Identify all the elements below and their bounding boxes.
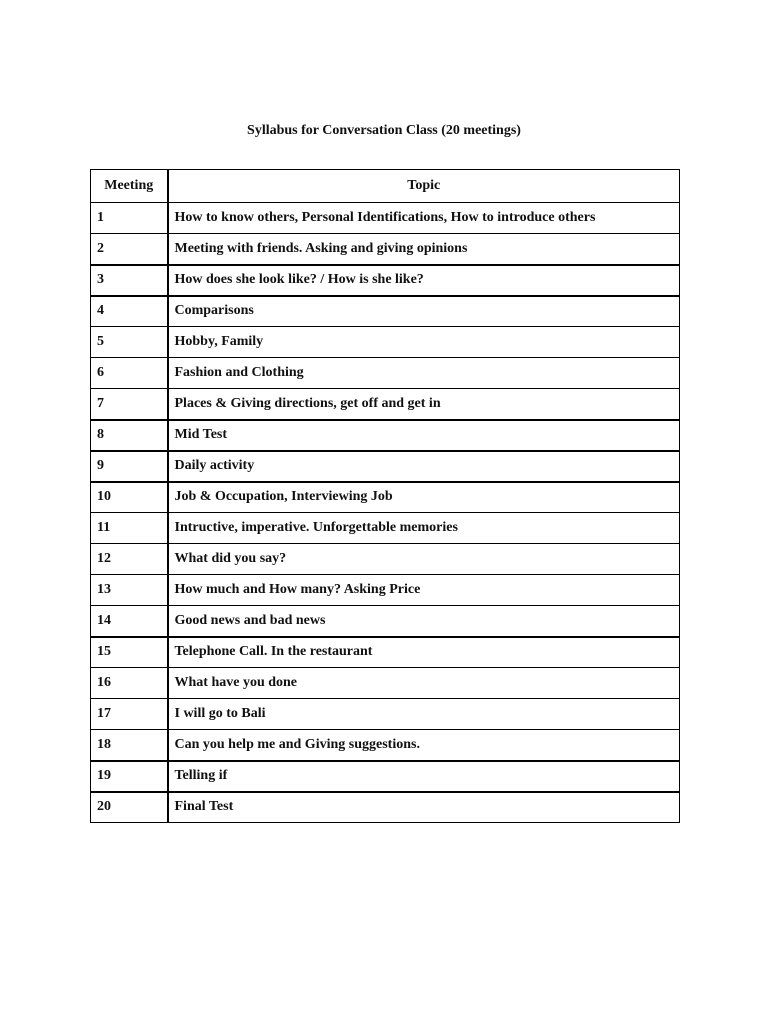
meeting-number: 17 xyxy=(91,699,168,730)
meeting-topic: How much and How many? Asking Price xyxy=(168,575,680,606)
meeting-number: 16 xyxy=(91,668,168,699)
table-row xyxy=(91,575,680,606)
meeting-topic: Job & Occupation, Interviewing Job xyxy=(168,482,680,513)
meeting-topic: Places & Giving directions, get off and get in xyxy=(168,389,680,420)
meeting-topic: Can you help me and Giving suggestions. xyxy=(168,730,680,761)
meeting-topic: Hobby, Family xyxy=(168,327,680,358)
meeting-number: 14 xyxy=(91,606,168,637)
meeting-number: 2 xyxy=(91,234,168,265)
table-row xyxy=(91,668,680,699)
table-row xyxy=(91,358,680,389)
table-row xyxy=(91,203,680,234)
meeting-number: 11 xyxy=(91,513,168,544)
table-row xyxy=(91,420,680,451)
meeting-number: 19 xyxy=(91,761,168,792)
table-row xyxy=(91,761,680,792)
meeting-topic: Mid Test xyxy=(168,420,680,451)
table-row xyxy=(91,544,680,575)
table-row xyxy=(91,482,680,513)
meeting-topic: What have you done xyxy=(168,668,680,699)
meeting-topic: Fashion and Clothing xyxy=(168,358,680,389)
table-row xyxy=(91,265,680,296)
meeting-number: 10 xyxy=(91,482,168,513)
meeting-topic: Final Test xyxy=(168,792,680,823)
meeting-topic: Daily activity xyxy=(168,451,680,482)
table-row xyxy=(91,234,680,265)
meeting-topic: What did you say? xyxy=(168,544,680,575)
table-row xyxy=(91,699,680,730)
meeting-topic: Meeting with friends. Asking and giving opinions xyxy=(168,234,680,265)
meeting-number: 8 xyxy=(91,420,168,451)
meeting-topic: Telephone Call. In the restaurant xyxy=(168,637,680,668)
meeting-topic: Intructive, imperative. Unforgettable memories xyxy=(168,513,680,544)
column-header-meeting: Meeting xyxy=(91,170,168,203)
meeting-topic: Comparisons xyxy=(168,296,680,327)
syllabus-table xyxy=(90,169,680,823)
table-row xyxy=(91,327,680,358)
meeting-number: 1 xyxy=(91,203,168,234)
meeting-number: 13 xyxy=(91,575,168,606)
meeting-number: 18 xyxy=(91,730,168,761)
meeting-number: 5 xyxy=(91,327,168,358)
meeting-topic: How to know others, Personal Identifications, How to introduce others xyxy=(168,203,680,234)
meeting-number: 3 xyxy=(91,265,168,296)
meeting-topic: I will go to Bali xyxy=(168,699,680,730)
table-row xyxy=(91,730,680,761)
table-row xyxy=(91,513,680,544)
meeting-number: 4 xyxy=(91,296,168,327)
meeting-topic: Telling if xyxy=(168,761,680,792)
meeting-number: 20 xyxy=(91,792,168,823)
page-title: Syllabus for Conversation Class (20 meetings) xyxy=(247,123,521,138)
table-header-row xyxy=(91,170,680,203)
meeting-number: 15 xyxy=(91,637,168,668)
meeting-number: 6 xyxy=(91,358,168,389)
meeting-topic: How does she look like? / How is she like? xyxy=(168,265,680,296)
table-row xyxy=(91,296,680,327)
meeting-topic: Good news and bad news xyxy=(168,606,680,637)
column-header-topic: Topic xyxy=(168,170,680,203)
meeting-number: 7 xyxy=(91,389,168,420)
table-row xyxy=(91,389,680,420)
table-row xyxy=(91,637,680,668)
meeting-number: 9 xyxy=(91,451,168,482)
table-row xyxy=(91,792,680,823)
table-row xyxy=(91,451,680,482)
table-row xyxy=(91,606,680,637)
meeting-number: 12 xyxy=(91,544,168,575)
